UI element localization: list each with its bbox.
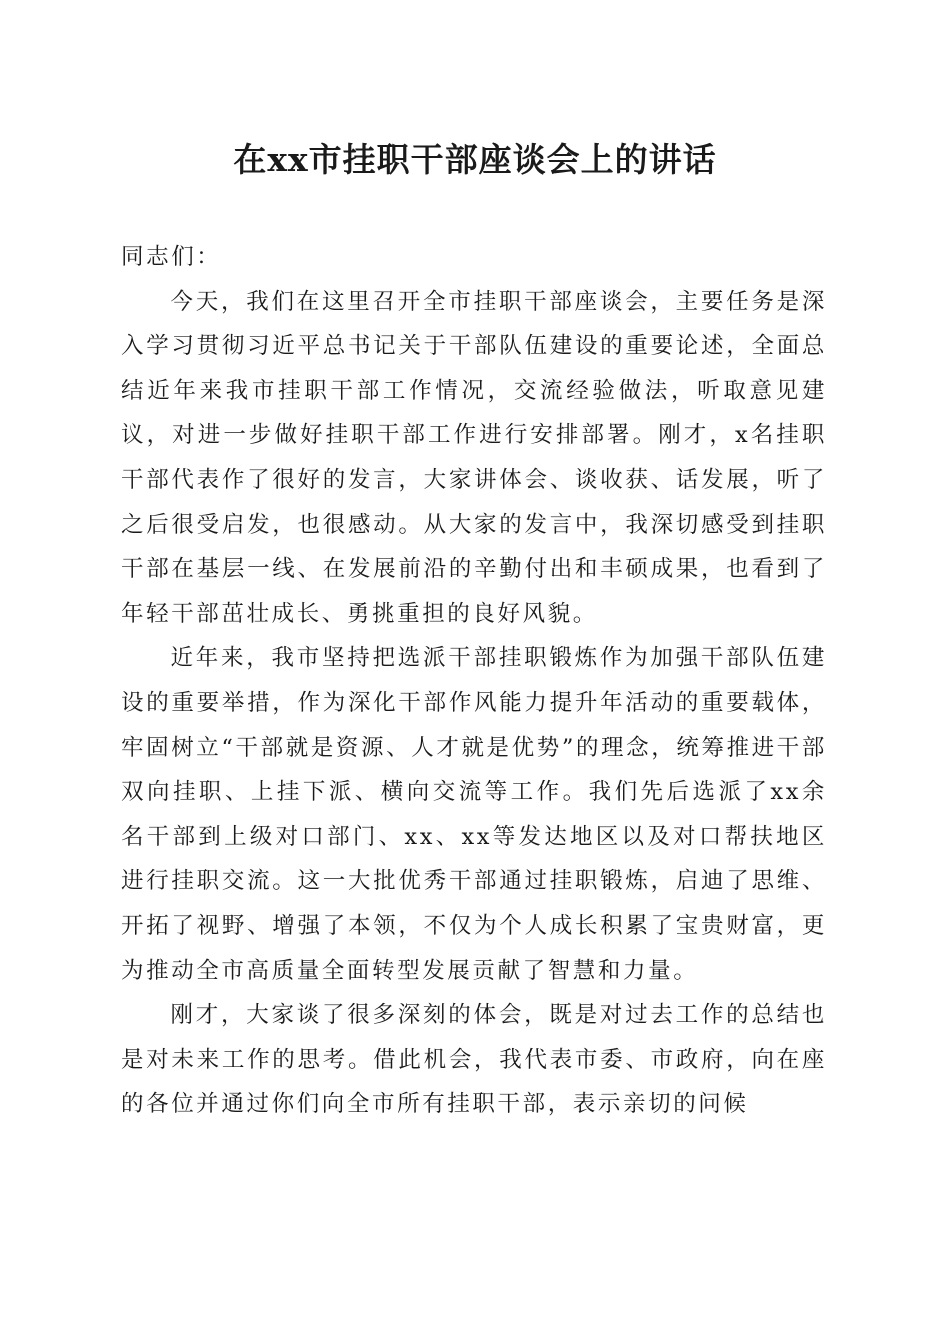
- document-body: [121, 235, 827, 1127]
- paragraph-1: 今天，我们在这里召开全市挂职干部座谈会，主要任务是深入学习贯彻习近平总书记关于干部队伍建设的重要论述，全面总结近年来我市挂职干部工作情况，交流经验做法，听取意见建议，对进一步做好挂职干部工作进行安排部署。刚才，x名挂职干部代表作了很好的发言，大家讲体会、谈收获、话发展，听了之后很受启发，也很感动。从大家的发言中，我深切感受到挂职干部在基层一线、在发展前沿的辛勤付出和丰硕成果，也看到了年轻干部茁壮成长、勇挑重担的良好风貌。: [121, 288, 827, 627]
- document-title: 在xx市挂职干部座谈会上的讲话: [233, 140, 717, 179]
- salutation: 同志们：: [121, 244, 222, 270]
- paragraph-2: 近年来，我市坚持把选派干部挂职锻炼作为加强干部队伍建设的重要举措，作为深化干部作风能力提升年活动的重要载体，牢固树立“干部就是资源、人才就是优势”的理念，统筹推进干部双向挂职、上挂下派、横向交流等工作。我们先后选派了xx余名干部到上级对口部门、xx、xx等发达地区以及对口帮扶地区进行挂职交流。这一大批优秀干部通过挂职锻炼，启迪了思维、开拓了视野、增强了本领，不仅为个人成长积累了宝贵财富，更为推动全市高质量全面转型发展贡献了智慧和力量。: [121, 645, 827, 984]
- paragraph-3: 刚才，大家谈了很多深刻的体会，既是对过去工作的总结也是对未来工作的思考。借此机会，我代表市委、市政府，向在座的各位并通过你们向全市所有挂职干部，表示亲切的问候: [121, 1002, 827, 1118]
